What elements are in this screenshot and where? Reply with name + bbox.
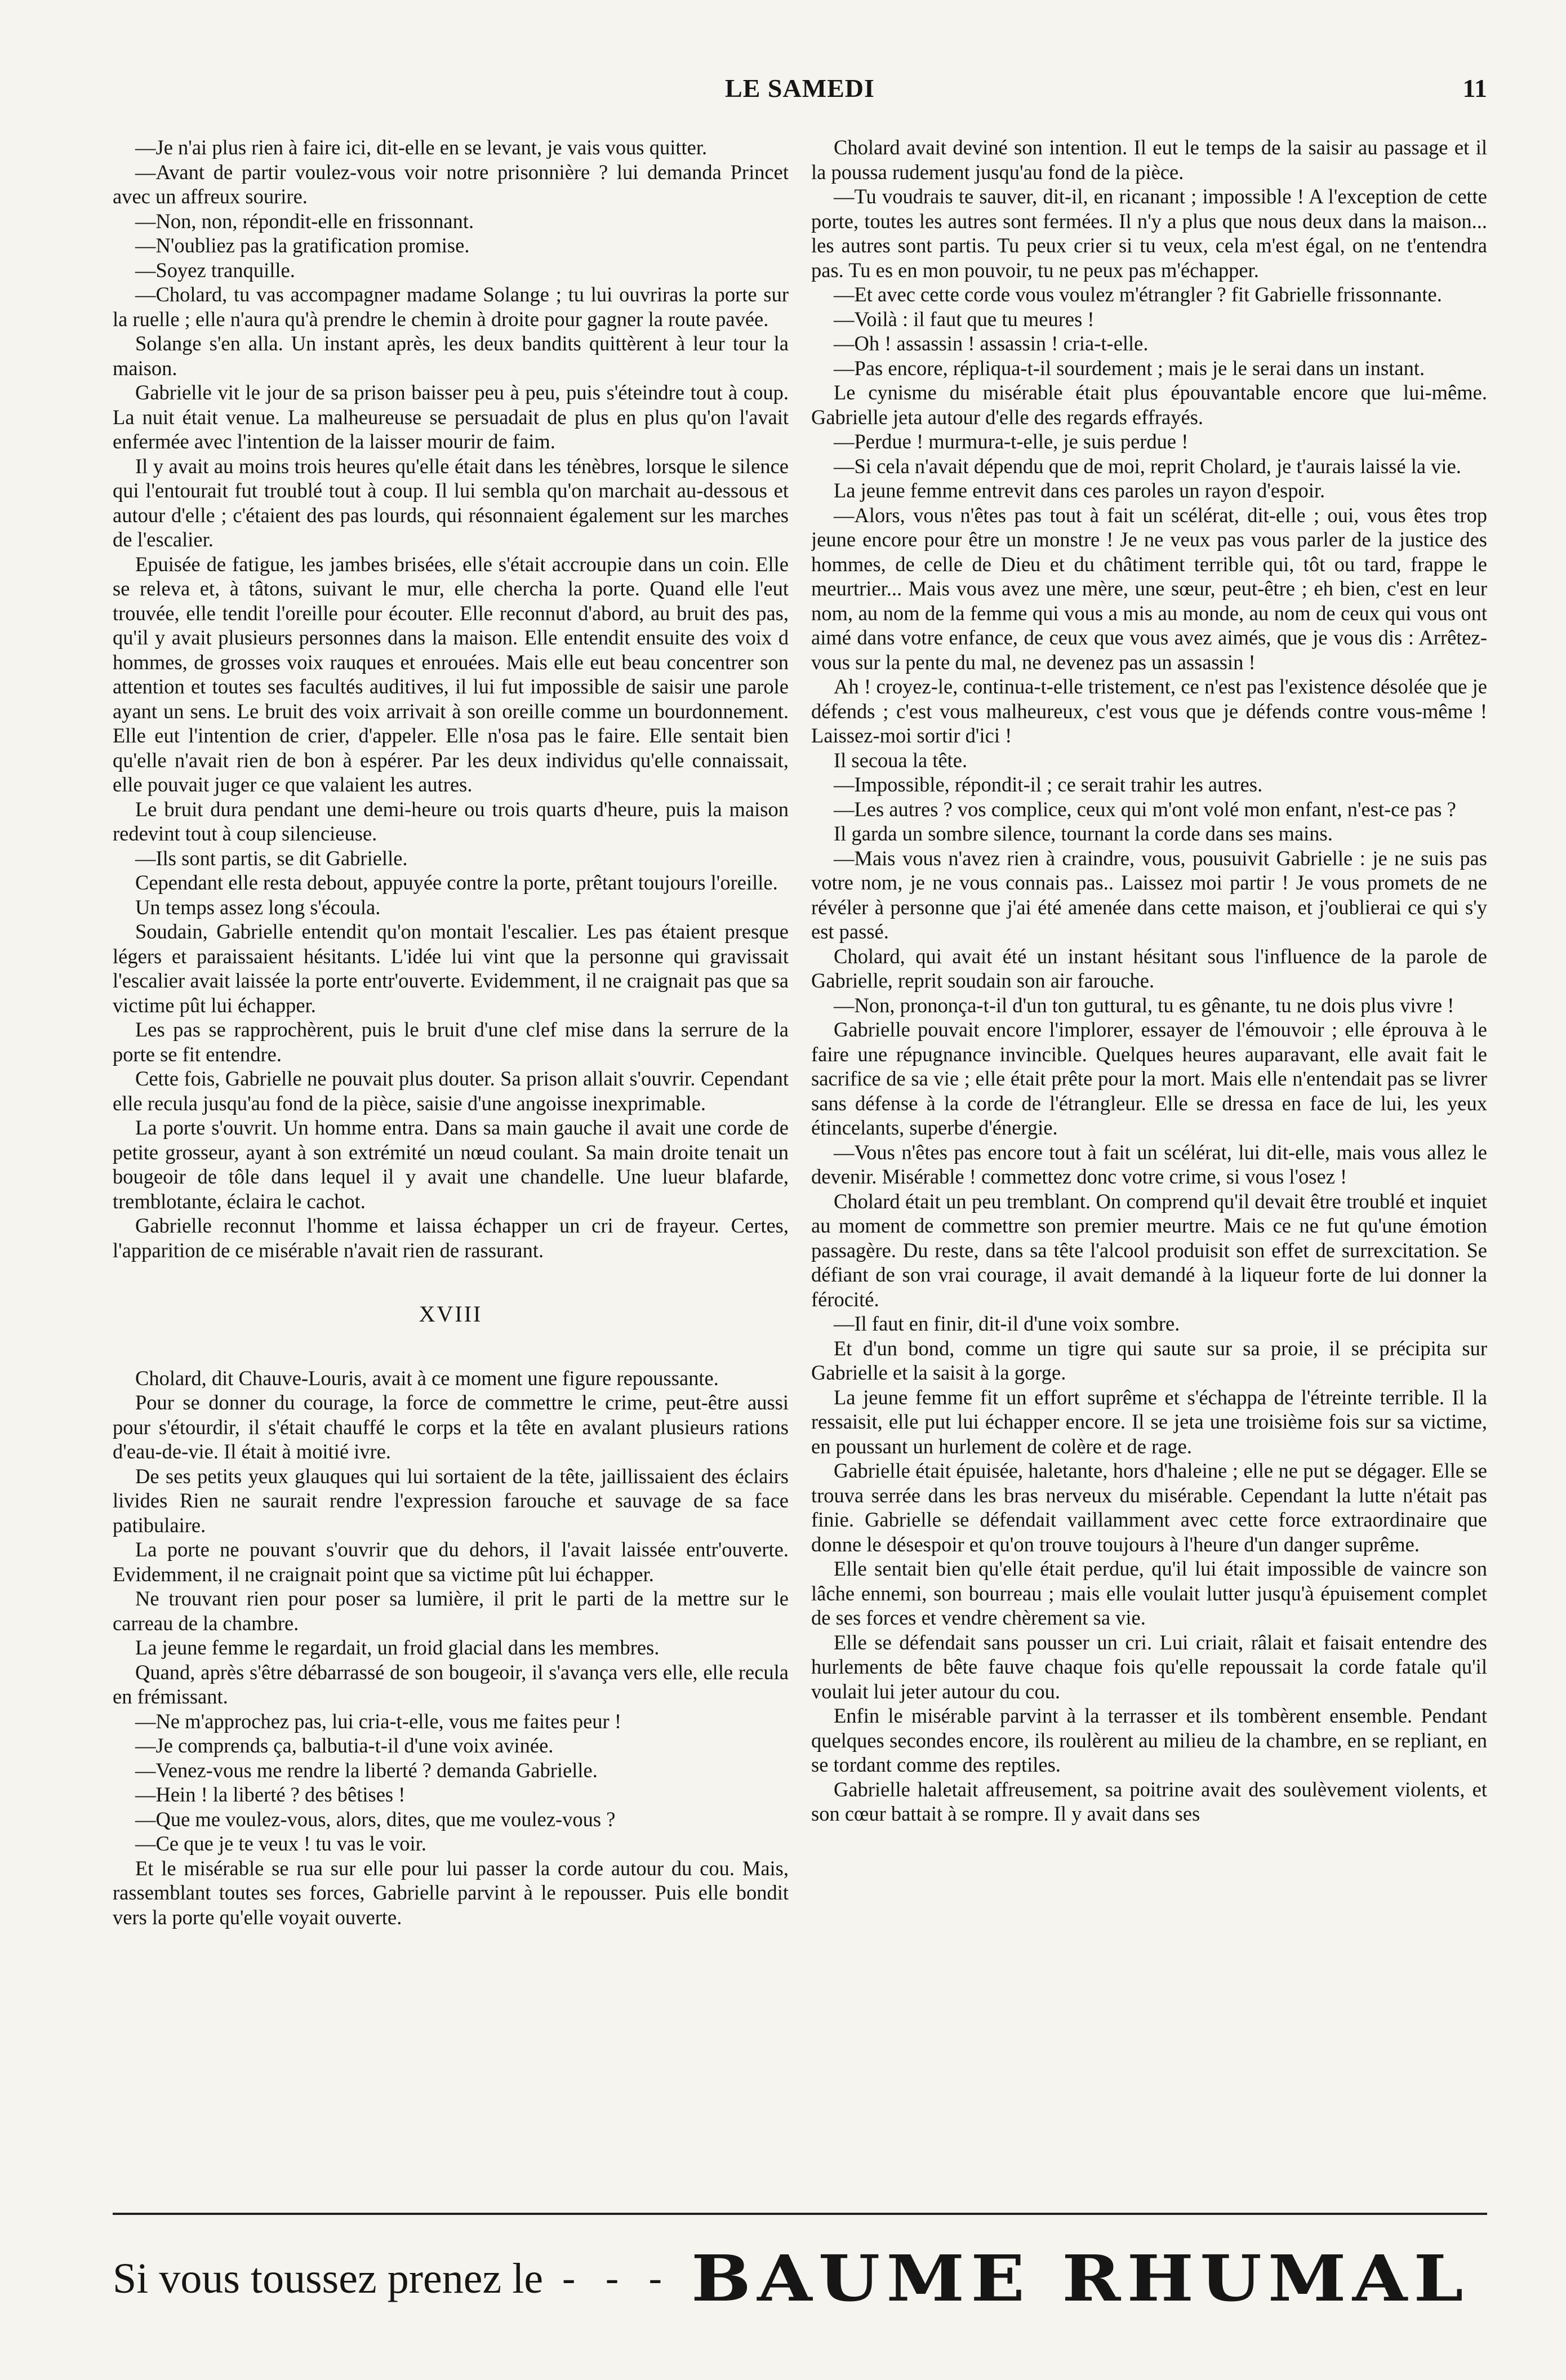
- paragraph: Gabrielle pouvait encore l'implorer, essayer de l'émouvoir ; elle éprouva à le faire une répugnance invincible. Quelques heures auparavant, elle avait fait le sacrifice de sa vie ; elle était prête pour la mort. Mais elle n'entendait pas se livrer sans défense à la corde de l'étrangleur. Elle se dressa en face de lui, les yeux étincelants, superbe d'énergie.: [811, 1018, 1487, 1139]
- paragraph: —Je n'ai plus rien à faire ici, dit-elle en se levant, je vais vous quitter.: [135, 136, 708, 159]
- paragraph: De ses petits yeux glauques qui lui sortaient de la tête, jaillissaient des éclairs livides Rien ne saurait rendre l'expression farouche et sauvage de sa face patibulaire.: [113, 1464, 789, 1537]
- paragraph: Elle sentait bien qu'elle était perdue, qu'il lui était impossible de vaincre son lâche ennemi, son bourreau ; mais elle voulait lutter jusqu'à épuisement complet de ses forces et vendre chèrement sa vie.: [811, 1557, 1487, 1629]
- paragraph: Epuisée de fatigue, les jambes brisées, elle s'était accroupie dans un coin. Elle se releva et, à tâtons, suivant le mur, elle chercha la porte. Quand elle l'eut trouvée, elle tendit l'oreille pour écouter. Elle reconnut d'abord, au bruit des pas, qu'il y avait plusieurs personnes dans la maison. Elle entendit ensuite des voix d hommes, de grosses voix rauques et enrouées. Mais elle eut beau concentrer son attention et toutes ses facultés auditives, il lui fut impossible de saisir une parole ayant un sens. Le bruit des voix arrivait à son oreille comme un bourdonnement. Elle eut l'intention de crier, d'appeler. Elle n'osa pas le faire. Elle sentait bien qu'elle n'avait rien de bon à espérer. Par les deux individus qu'elle connaissait, elle pouvait juger ce que valaient les autres.: [113, 552, 789, 796]
- paragraph: —Que me voulez-vous, alors, dites, que me voulez-vous ?: [135, 1807, 616, 1831]
- paragraph: —Pas encore, répliqua-t-il sourdement ; mais je le serai dans un instant.: [834, 356, 1425, 380]
- paragraph: Soudain, Gabrielle entendit qu'on montait l'escalier. Les pas étaient presque légers et paraissaient hésitants. L'idée lui vint que la personne qui gravissait l'escalier avait laissée la porte entr'ouverte. Evidemment, il ne craignait pas que sa victime pût lui échapper.: [113, 920, 789, 1017]
- paragraph: Gabrielle était épuisée, haletante, hors d'haleine ; elle ne put se dégager. Elle se trouva serrée dans les bras nerveux du misérable. Cependant la lutte n'était pas finie. Gabrielle se défendait vaillamment avec cette force extraordinaire que donne le désespoir et qu'on trouve toujours à l'heure d'un danger suprême.: [811, 1459, 1487, 1556]
- paragraph: Les pas se rapprochèrent, puis le bruit d'une clef mise dans la serrure de la porte se fit entendre.: [113, 1018, 789, 1066]
- paragraph: Gabrielle haletait affreusement, sa poitrine avait des soulèvement violents, et son cœur battait à se rompre. Il y avait dans ses: [811, 1777, 1487, 1825]
- paragraph: Cholard, qui avait été un instant hésitant sous l'influence de la parole de Gabrielle, reprit soudain son air farouche.: [811, 944, 1487, 992]
- paragraph: La porte ne pouvant s'ouvrir que du dehors, il l'avait laissée entr'ouverte. Evidemment, il ne craignait point que sa victime pût lui échapper.: [113, 1538, 789, 1586]
- page-header: [113, 68, 1487, 118]
- right-column: [811, 135, 1487, 2197]
- paragraph: Cette fois, Gabrielle ne pouvait plus douter. Sa prison allait s'ouvrir. Cependant elle recula jusqu'au fond de la pièce, saisie d'une angoisse inexprimable.: [113, 1067, 789, 1115]
- ad-lead-text: Si vous toussez prenez le: [113, 2254, 544, 2302]
- paragraph: Cholard, dit Chauve-Louris, avait à ce moment une figure repoussante.: [135, 1366, 719, 1390]
- paragraph: Pour se donner du courage, la force de commettre le crime, peut-être aussi pour s'étourdir, il s'était chauffé le corps et la tête en avalant plusieurs rations d'eau-de-vie. Il était à moitié ivre.: [113, 1391, 789, 1463]
- paragraph: —Ce que je te veux ! tu vas le voir.: [135, 1832, 426, 1855]
- paragraph: Cependant elle resta debout, appuyée contre la porte, prêtant toujours l'oreille.: [135, 871, 778, 894]
- paragraph: —Non, non, répondit-elle en frissonnant.: [135, 209, 474, 233]
- left-column: [113, 135, 789, 2197]
- paragraph: —Si cela n'avait dépendu que de moi, reprit Cholard, je t'aurais laissé la vie.: [834, 454, 1461, 478]
- chapter-heading: XVIII: [419, 1301, 483, 1327]
- paragraph: —Les autres ? vos complice, ceux qui m'ont volé mon enfant, n'est-ce pas ?: [834, 797, 1456, 821]
- paragraph: —Avant de partir voulez-vous voir notre prisonnière ? lui demanda Princet avec un affreux sourire.: [113, 160, 789, 208]
- paragraph: —Vous n'êtes pas encore tout à fait un scélérat, lui dit-elle, mais vous allez le devenir. Misérable ! commettez donc votre crime, si vous l'osez !: [811, 1140, 1487, 1188]
- paragraph: La porte s'ouvrit. Un homme entra. Dans sa main gauche il avait une corde de petite grosseur, ayant à son extrémité un nœud coulant. Sa main droite tenait un bougeoir de tôle dans lequel il y avait une chandelle. Une lueur blafarde, tremblotante, éclaira le cachot.: [113, 1116, 789, 1213]
- paragraph: Il garda un sombre silence, tournant la corde dans ses mains.: [834, 822, 1333, 845]
- paragraph: —Perdue ! murmura-t-elle, je suis perdue !: [834, 430, 1189, 453]
- paragraph: Et d'un bond, comme un tigre qui saute sur sa proie, il se précipita sur Gabrielle et la saisit à la gorge.: [811, 1336, 1487, 1384]
- paragraph: —Ils sont partis, se dit Gabrielle.: [135, 846, 408, 870]
- paragraph: Et le misérable se rua sur elle pour lui passer la corde autour du cou. Mais, rassemblant toutes ses forces, Gabrielle parvint à le repousser. Puis elle bondit vers la porte qu'elle voyait ouverte.: [113, 1856, 789, 1929]
- paragraph: —Impossible, répondit-il ; ce serait trahir les autres.: [834, 773, 1263, 796]
- paragraph: Gabrielle reconnut l'homme et laissa échapper un cri de frayeur. Certes, l'apparition de ce misérable n'avait rien de rassurant.: [113, 1214, 789, 1262]
- paragraph: Le cynisme du misérable était plus épouvantable encore que lui-même. Gabrielle jeta autour d'elle des regards effrayés.: [811, 381, 1487, 429]
- paragraph: La jeune femme entrevit dans ces paroles un rayon d'espoir.: [834, 479, 1325, 502]
- paragraph: —Tu voudrais te sauver, dit-il, en ricanant ; impossible ! A l'exception de cette porte, toutes les autres sont fermées. Il n'y a plus que nous deux dans la maison... les autres sont partis. Tu peux crier si tu veux, cela m'est égal, on ne t'entendra pas. Tu es en mon pouvoir, tu ne peux pas m'échapper.: [811, 185, 1487, 282]
- paragraph: Cholard était un peu tremblant. On comprend qu'il devait être troublé et inquiet au moment de commettre son premier meurtre. Mais ce ne fut qu'une émotion passagère. Du reste, dans sa tête l'alcool produisit son effet de surrexcitation. Se défiant de son vrai courage, il avait demandé à la liqueur forte de lui donner la férocité.: [811, 1189, 1487, 1311]
- paragraph: —Alors, vous n'êtes pas tout à fait un scélérat, dit-elle ; oui, vous êtes trop jeune encore pour être un monstre ! Je ne veux pas vous parler de la justice des hommes, de celle de Dieu et du châtiment terrible qui, tôt ou tard, frappe le meurtrier... Mais vous avez une mère, une sœur, peut-être ; eh bien, c'est en leur nom, au nom de la femme qui vous a mis au monde, au nom de ceux qui vous ont aimé dans votre enfance, de ceux que vous avez aimés, que je vous dis : Arrêtez-vous sur la pente du mal, ne devenez pas un assassin !: [811, 503, 1487, 674]
- paragraph: —Soyez tranquille.: [135, 258, 295, 282]
- paragraph: Gabrielle vit le jour de sa prison baisser peu à peu, puis s'éteindre tout à coup. La nuit était venue. La malheureuse se persuadait de plus en plus qu'on l'avait enfermée avec l'intention de la laisser mourir de faim.: [113, 381, 789, 453]
- paragraph: —Oh ! assassin ! assassin ! cria-t-elle.: [834, 332, 1149, 355]
- paragraph: Il secoua la tête.: [834, 748, 968, 772]
- paragraph: Cholard avait deviné son intention. Il eut le temps de la saisir au passage et il la poussa rudement jusqu'au fond de la pièce.: [811, 136, 1487, 184]
- paragraph: Il y avait au moins trois heures qu'elle était dans les ténèbres, lorsque le silence qui l'entourait fut troublé tout à coup. Il lui sembla qu'on marchait au-dessous et autour d'elle ; c'étaient des pas lourds, qui résonnaient également sur les marches de l'escalier.: [113, 454, 789, 551]
- ad-product-name: BAUME RHUMAL: [691, 2241, 1470, 2316]
- paragraph: —Hein ! la liberté ? des bêtises !: [135, 1783, 406, 1806]
- paragraph: —Ne m'approchez pas, lui cria-t-elle, vous me faites peur !: [135, 1709, 621, 1733]
- running-title: LE SAMEDI: [725, 74, 875, 103]
- paragraph: Ne trouvant rien pour poser sa lumière, il prit le parti de la mettre sur le carreau de la chambre.: [113, 1587, 789, 1635]
- right-column-text: [811, 135, 1487, 1826]
- paragraph: Elle se défendait sans pousser un cri. Lui criait, râlait et faisait entendre des hurlements de bête fauve chaque fois qu'elle repoussait la corde fatale qu'il voulait lui jeter autour du cou.: [811, 1630, 1487, 1703]
- paragraph: —Mais vous n'avez rien à craindre, vous, pousuivit Gabrielle : je ne suis pas votre nom, je ne vous connais pas.. Laissez moi partir ! Je vous promets de ne révéler à personne que j'ai été amenée dans cette maison, et j'oublierai ce qui s'y est passé.: [811, 846, 1487, 943]
- paragraph: La jeune femme fit un effort suprême et s'échappa de l'étreinte terrible. Il la ressaisit, elle put lui échapper encore. Il se jeta une troisième fois sur sa victime, en poussant un hurlement de colère et de rage.: [811, 1385, 1487, 1458]
- paragraph: Quand, après s'être débarrassé de son bougeoir, il s'avança vers elle, elle recula en frémissant.: [113, 1660, 789, 1708]
- paragraph: —Il faut en finir, dit-il d'une voix sombre.: [834, 1312, 1180, 1335]
- paragraph: Solange s'en alla. Un instant après, les deux bandits quittèrent à leur tour la maison.: [113, 332, 789, 380]
- paragraph: Le bruit dura pendant une demi-heure ou trois quarts d'heure, puis la maison redevint tout à coup silencieuse.: [113, 797, 789, 845]
- advertisement-rule: [113, 2213, 1487, 2215]
- paragraph: La jeune femme le regardait, un froid glacial dans les membres.: [135, 1636, 660, 1659]
- paragraph: —Et avec cette corde vous voulez m'étrangler ? fit Gabrielle frissonnante.: [834, 283, 1442, 306]
- ad-dashes: - - -: [562, 2257, 672, 2300]
- advertisement-banner: [113, 2234, 1487, 2324]
- paragraph: —N'oubliez pas la gratification promise.: [135, 234, 470, 257]
- paragraph: —Cholard, tu vas accompagner madame Solange ; tu lui ouvriras la porte sur la ruelle ; elle n'aura qu'à prendre le chemin à droite pour gagner la route pavée.: [113, 283, 789, 331]
- paragraph: —Je comprends ça, balbutia-t-il d'une voix avinée.: [135, 1734, 554, 1757]
- paragraph: Enfin le misérable parvint à la terrasser et ils tombèrent ensemble. Pendant quelques secondes encore, ils roulèrent au milieu de la chambre, en se repliant, en se tordant comme des reptiles.: [811, 1704, 1487, 1776]
- page-number: 11: [1462, 74, 1487, 103]
- paragraph: —Venez-vous me rendre la liberté ? demanda Gabrielle.: [135, 1758, 598, 1782]
- paragraph: Ah ! croyez-le, continua-t-elle tristement, ce n'est pas l'existence désolée que je défends ; c'est vous malheureux, c'est vous que je défends contre vous-même ! Laissez-moi sortir d'ici !: [811, 675, 1487, 747]
- left-column-text: [113, 135, 789, 1262]
- paragraph: —Voilà : il faut que tu meures !: [834, 307, 1095, 331]
- paragraph: —Non, prononça-t-il d'un ton guttural, tu es gênante, tu ne dois plus vivre !: [834, 993, 1454, 1017]
- paragraph: Un temps assez long s'écoula.: [135, 895, 381, 919]
- chapter-text: [113, 1366, 789, 1930]
